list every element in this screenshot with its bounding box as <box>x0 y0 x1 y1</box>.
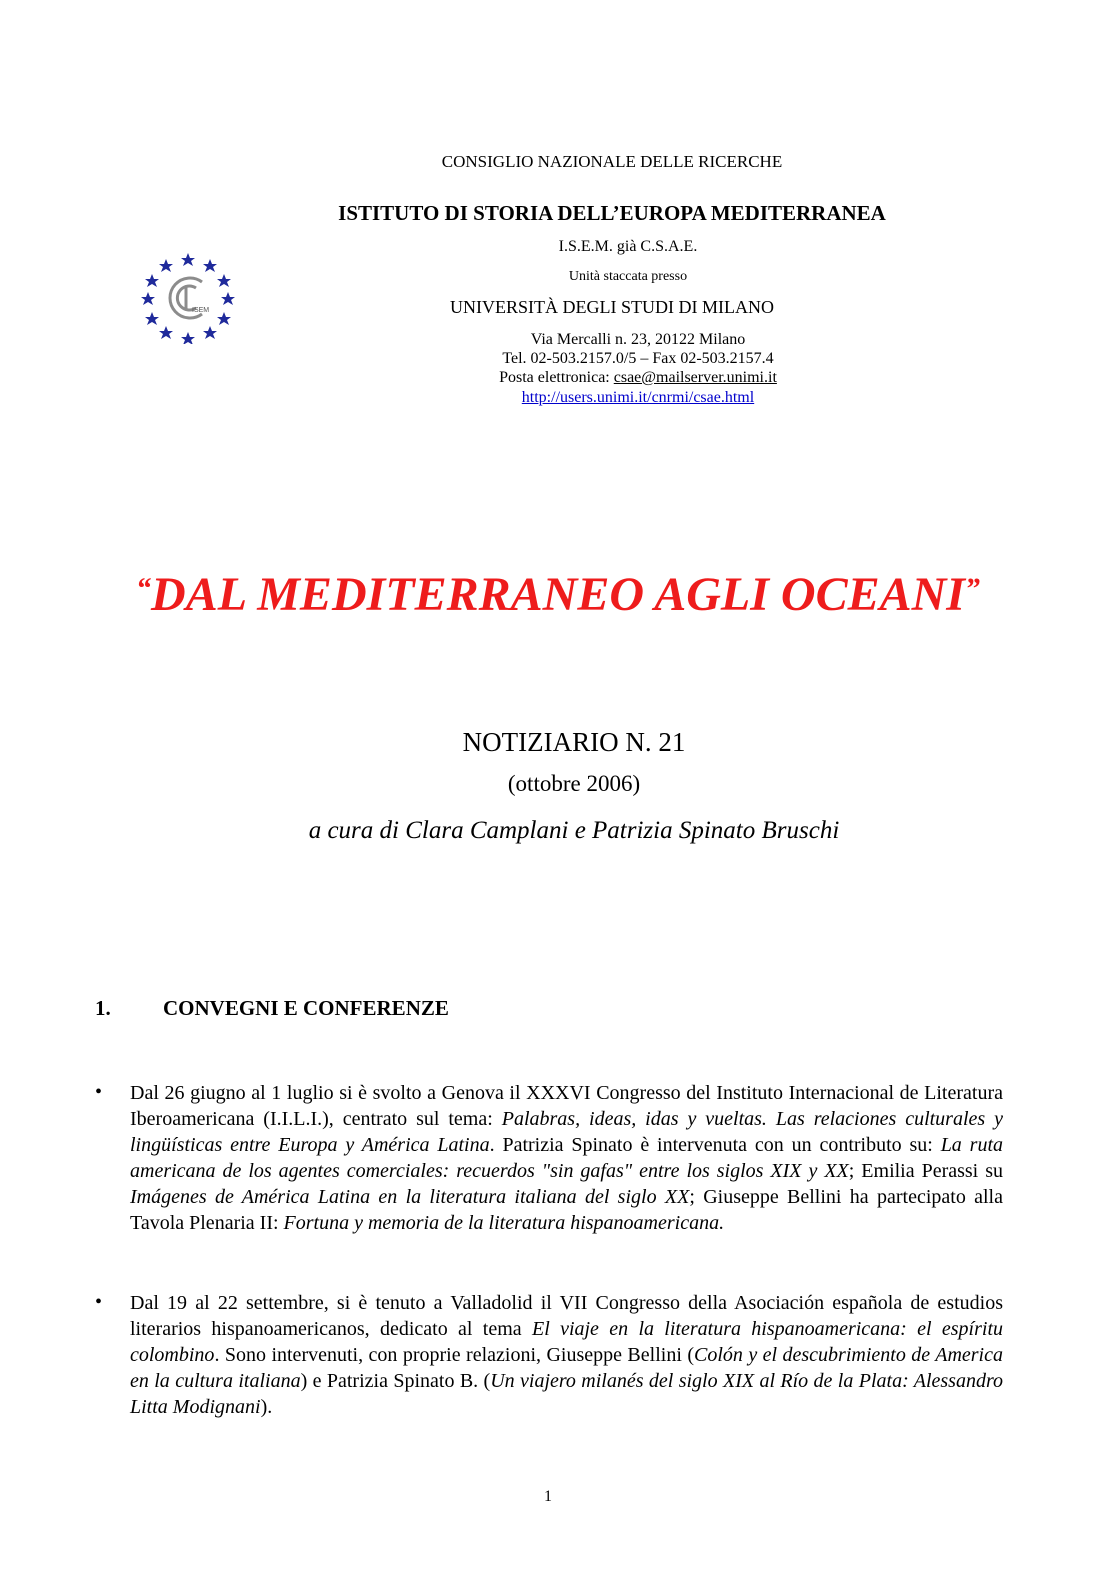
newsletter-editors: a cura di Clara Camplani e Patrizia Spinato Bruschi <box>308 817 840 844</box>
italic-text: El viaje en la literatura hispanoamericana: el espíritu colombino <box>130 1318 1003 1366</box>
university-name: UNIVERSITÀ DEGLI STUDI DI MILANO <box>450 297 774 317</box>
body-text: Dal 26 giugno al 1 luglio si è svolto a Genova il XXXVI Congresso del Instituto Internacional de Literatura Iberoamericana (I.I.L.I.), centrato sul tema: <box>130 1082 1003 1130</box>
newsletter-date: (ottobre 2006) <box>507 771 641 796</box>
newsletter-number: NOTIZIARIO N. 21 <box>462 727 686 757</box>
detached-unit-label: Unità staccata presso <box>568 269 688 284</box>
institute-acronym: I.S.E.M. già C.S.A.E. <box>558 238 698 255</box>
page-number: 1 <box>544 1488 552 1505</box>
body-text: ). <box>260 1396 273 1418</box>
italic-text: Palabras, ideas, idas y vueltas. Las relaciones culturales y lingüísticas entre Europa y América Latina <box>130 1108 1003 1156</box>
svg-text:ISEM: ISEM <box>192 307 210 314</box>
italic-text: Un viajero milanés del siglo XIX al Río de la Plata: Alessandro Litta Modignani <box>130 1370 1003 1418</box>
body-text: ; Giuseppe Bellini ha partecipato alla Tavola Plenaria II: <box>130 1186 1003 1234</box>
main-title-text: DAL MEDITERRANEO AGLI OCEANI <box>151 568 965 621</box>
list-item <box>130 1080 1003 1236</box>
website-link[interactable]: http://users.unimi.it/cnrmi/csae.html <box>521 389 755 406</box>
main-title: “DAL MEDITERRANEO AGLI OCEANI” <box>136 568 980 621</box>
body-text: ; Emilia Perassi su <box>848 1160 1003 1182</box>
institute-name: ISTITUTO DI STORIA DELL’EUROPA MEDITERRANEA <box>338 201 886 225</box>
phone-line: Tel. 02-503.2157.0/5 – Fax 02-503.2157.4 <box>502 350 774 367</box>
email-label: Posta elettronica: <box>499 369 614 386</box>
italic-text: Fortuna y memoria de la literatura hispanoamericana. <box>283 1212 725 1234</box>
email-line <box>80 369 1116 387</box>
address-line: Via Mercalli n. 23, 20122 Milano <box>530 331 746 348</box>
council-name: CONSIGLIO NAZIONALE DELLE RICERCHE <box>441 152 783 171</box>
body-text: . Sono intervenuti, con proprie relazioni, Giuseppe Bellini ( <box>214 1344 694 1366</box>
italic-text: Colón y el descubrimiento de America en la cultura italiana <box>130 1344 1003 1392</box>
body-text: . Patrizia Spinato è intervenuta con un contributo su: <box>489 1134 941 1156</box>
section-heading: CONVEGNI E CONFERENZE <box>163 996 449 1020</box>
isem-logo <box>140 252 236 344</box>
bullet-2: • <box>95 1291 103 1313</box>
section-number: 1. <box>95 996 111 1020</box>
body-text: ) e Patrizia Spinato B. ( <box>300 1370 491 1392</box>
website-line <box>80 389 1116 407</box>
italic-text: La ruta americana de los agentes comerciales: recuerdos "sin gafas" entre los siglos XIX y XX <box>130 1134 1003 1182</box>
bullet-1: • <box>95 1081 103 1103</box>
italic-text: Imágenes de América Latina en la literatura italiana del siglo XX <box>130 1186 690 1208</box>
list-item <box>130 1290 1003 1420</box>
stars-circle-icon <box>140 252 236 344</box>
body-text: Dal 19 al 22 settembre, si è tenuto a Valladolid il VII Congresso della Asociación española de estudios literarios hispanoamericanos, dedicato al tema <box>130 1292 1003 1340</box>
email-link[interactable]: csae@mailserver.unimi.it <box>613 369 777 386</box>
